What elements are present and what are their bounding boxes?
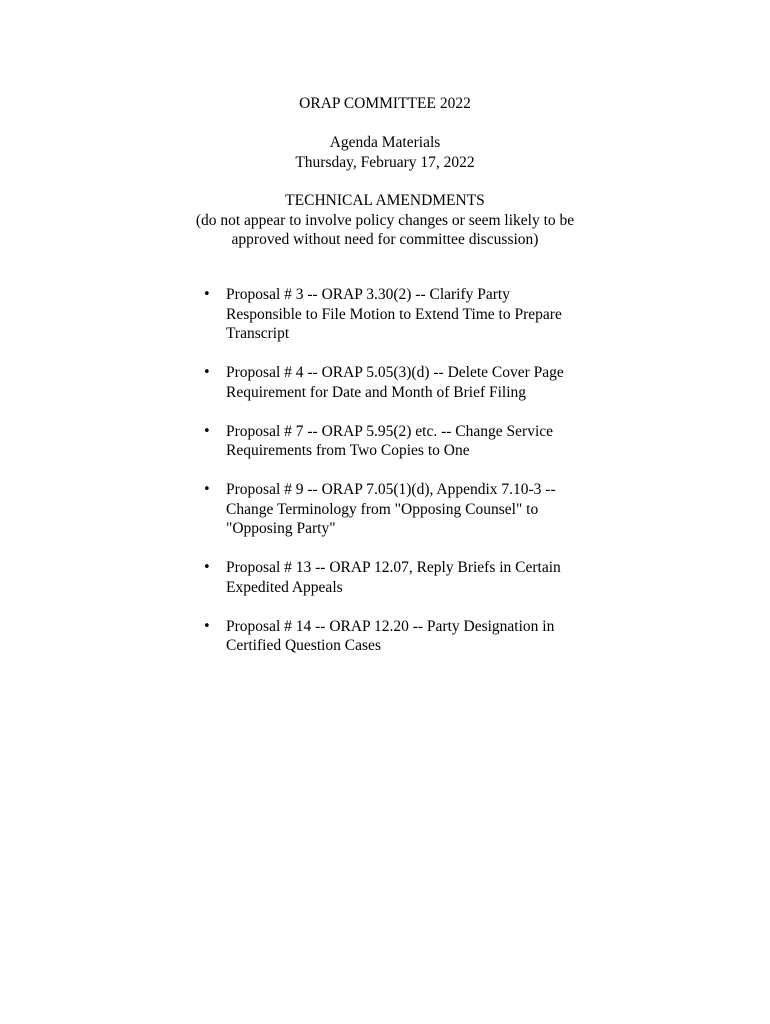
list-item bbox=[196, 617, 596, 656]
section-header bbox=[0, 191, 770, 250]
proposal-text: Proposal # 7 -- ORAP 5.95(2) etc. -- Change Service bbox=[226, 422, 554, 440]
list-item bbox=[196, 422, 596, 461]
bullet-icon: • bbox=[203, 287, 211, 302]
proposal-text: Proposal # 3 -- ORAP 3.30(2) -- Clarify Party bbox=[226, 286, 510, 303]
proposal-text: "Opposing Party" bbox=[226, 520, 336, 537]
bullet-icon: • bbox=[203, 482, 211, 497]
subtitle-line: Agenda Materials bbox=[329, 134, 441, 151]
proposal-text: Proposal # 9 -- ORAP 7.05(1)(d), Appendix 7.10-3 -- bbox=[226, 481, 556, 498]
title-text: ORAP COMMITTEE 2022 bbox=[299, 95, 471, 112]
proposal-text: Transcript bbox=[226, 325, 290, 342]
bullet-icon: • bbox=[203, 618, 211, 634]
proposal-text: Requirement for Date and Month of Brief Filing bbox=[226, 383, 527, 401]
proposal-text: Responsible to File Motion to Extend Time to Prepare bbox=[226, 305, 562, 323]
proposal-list bbox=[196, 285, 596, 675]
bullet-icon: • bbox=[203, 560, 211, 575]
list-item bbox=[196, 480, 596, 539]
subtitle-block bbox=[0, 133, 770, 172]
proposal-text: Requirements from Two Copies to One bbox=[226, 442, 470, 459]
proposal-text: Certified Question Cases bbox=[226, 637, 381, 654]
bullet-icon: • bbox=[203, 365, 211, 380]
page-title bbox=[0, 94, 770, 114]
section-note-line: approved without need for committee discussion) bbox=[231, 231, 539, 248]
section-heading: TECHNICAL AMENDMENTS bbox=[285, 192, 485, 209]
section-note-line: (do not appear to involve policy changes or seem likely to be bbox=[195, 211, 575, 229]
bullet-icon: • bbox=[203, 423, 211, 439]
list-item bbox=[196, 558, 596, 597]
proposal-text: Proposal # 14 -- ORAP 12.20 -- Party Designation in bbox=[226, 617, 555, 635]
proposal-text: Expedited Appeals bbox=[226, 578, 343, 596]
proposal-text: Proposal # 13 -- ORAP 12.07, Reply Briefs in Certain bbox=[226, 559, 561, 576]
list-item bbox=[196, 285, 596, 344]
proposal-text: Change Terminology from "Opposing Counsel" to bbox=[226, 500, 539, 518]
proposal-text: Proposal # 4 -- ORAP 5.05(3)(d) -- Delete Cover Page bbox=[226, 364, 564, 381]
list-item bbox=[196, 363, 596, 402]
meeting-date: Thursday, February 17, 2022 bbox=[295, 153, 475, 171]
